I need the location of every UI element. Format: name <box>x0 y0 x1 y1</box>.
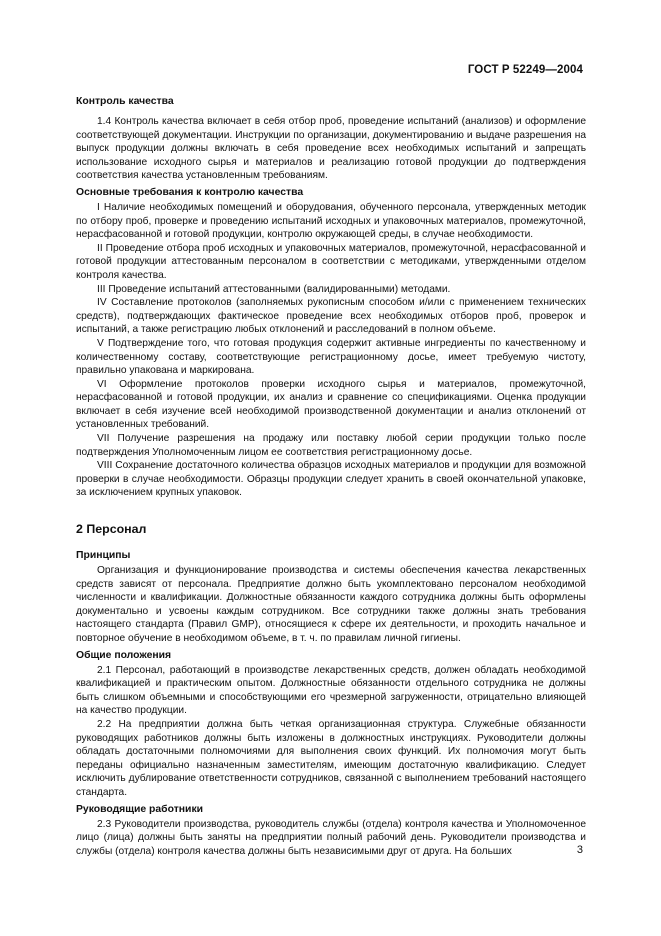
page-number: 3 <box>576 844 583 856</box>
heading-basic-requirements: Основные требования к контролю качества <box>76 186 304 198</box>
heading-managers: Руководящие работники <box>76 803 204 815</box>
paragraph-2-3: 2.3 Руководители производства, руководитель службы (отдела) контроля качества и Уполномоченное лицо (лица) должны быть заняты на предприятии полный рабочий день. Руководители производства и службы (отдела) контроля качества должны быть независимыми друг от друга. На больших <box>76 818 586 857</box>
requirement-item-3: III Проведение испытаний аттестованными (валидированными) методами. <box>97 283 451 295</box>
heading-general-provisions: Общие положения <box>76 649 172 661</box>
requirement-item-2: II Проведение отбора проб исходных и упаковочных материалов, промежуточной, нерасфасованной и готовой продукции аттестованным персоналом в соответствии с методиками, утвержденными отделом контроля качества. <box>76 242 586 281</box>
paragraph-2-2: 2.2 На предприятии должна быть четкая организационная структура. Служебные обязанности руководящих работников должны быть изложены в должностных инструкциях. Руководители должны обладать достаточными полномочиями для выполнения своих функций. Их полномочия могут быть переданы официально назначенным заместителям, имеющим достаточную квалификацию. Следует исключить дублирование ответственности сотрудников, связанной с выполнением требований настоящего стандарта. <box>76 718 586 798</box>
requirement-item-8: VIII Сохранение достаточного количества образцов исходных материалов и продукции для возможной проверки в случае необходимости. Образцы продукции следует хранить в своей окончательной упаковке, за исключением крупных упаковок. <box>76 460 586 499</box>
paragraph-2-1: 2.1 Персонал, работающий в производстве лекарственных средств, должен обладать необходимой квалификацией и практическим опытом. Должностные обязанности отдельного сотрудника не должны быть слишком объемными и способствующими его чрезмерной загруженности, отрицательно влияющей на качество продукции. <box>76 664 586 717</box>
heading-principles: Принципы <box>76 550 131 562</box>
requirement-item-7: VII Получение разрешения на продажу или поставку любой серии продукции только после подтверждения Уполномоченным лицом ее соответствия регистрационному досье. <box>76 433 586 458</box>
requirement-item-5: V Подтверждение того, что готовая продукция содержит активные ингредиенты по качественному и количественному составу, соответствующие регистрационному досье, имеет требуемую чистоту, правильно упакована и маркирована. <box>76 337 586 377</box>
requirement-item-4: IV Составление протоколов (заполняемых рукописным способом и/или с применением технических средств), подтверждающих фактическое проведение всех необходимых отборов проб, проверок и испытаний, а также регистрацию любых отклонений и расследований в полном объеме. <box>76 297 586 336</box>
heading-quality-control: Контроль качества <box>76 96 174 107</box>
page-content <box>76 95 586 858</box>
standard-designation: ГОСТ Р 52249—2004 <box>467 64 583 76</box>
requirement-item-6: VI Оформление протоколов проверки исходного сырья и материалов, промежуточной, нерасфасованной и готовой продукции, их анализ и сравнение со спецификациями. Оценка продукции включает в себя изучение всей необходимой производственной документации и анализ отклонений от установленных требований. <box>76 378 586 431</box>
paragraph-1-4: 1.4 Контроль качества включает в себя отбор проб, проведение испытаний (анализов) и оформление соответствующей документации. Инструкции по организации, документированию и выдаче разрешения на выпуск продукции должны включать в себя проведение всех необходимых испытаний и запрещать использование исходного сырья и материалов и реализацию готовой продукции до подтверждения соответствия качества установленным требованиям. <box>76 116 586 182</box>
requirement-item-1: I Наличие необходимых помещений и оборудования, обученного персонала, утвержденных методик по отбору проб, проверке и проведению испытаний исходных и упаковочных материалов, промежуточной, нерасфасованной и готовой продукции, контролю окружающей среды, в случае необходимости. <box>76 201 586 241</box>
section-title-personnel: 2 Персонал <box>76 522 147 537</box>
paragraph-principles: Организация и функционирование производства и системы обеспечения качества лекарственных средств зависят от персонала. Предприятие должно быть укомплектовано персоналом необходимой численности и квалификации. Должностные обязанности каждого сотрудника должны быть оформлены документально и усвоены каждым сотрудником. Все сотрудники также должны знать требования настоящего стандарта (Правил GMP), относящиеся к сфере их деятельности, и проходить начальное и повторное обучение в необходимом объеме, в т. ч. по правилам личной гигиены. <box>76 565 586 644</box>
